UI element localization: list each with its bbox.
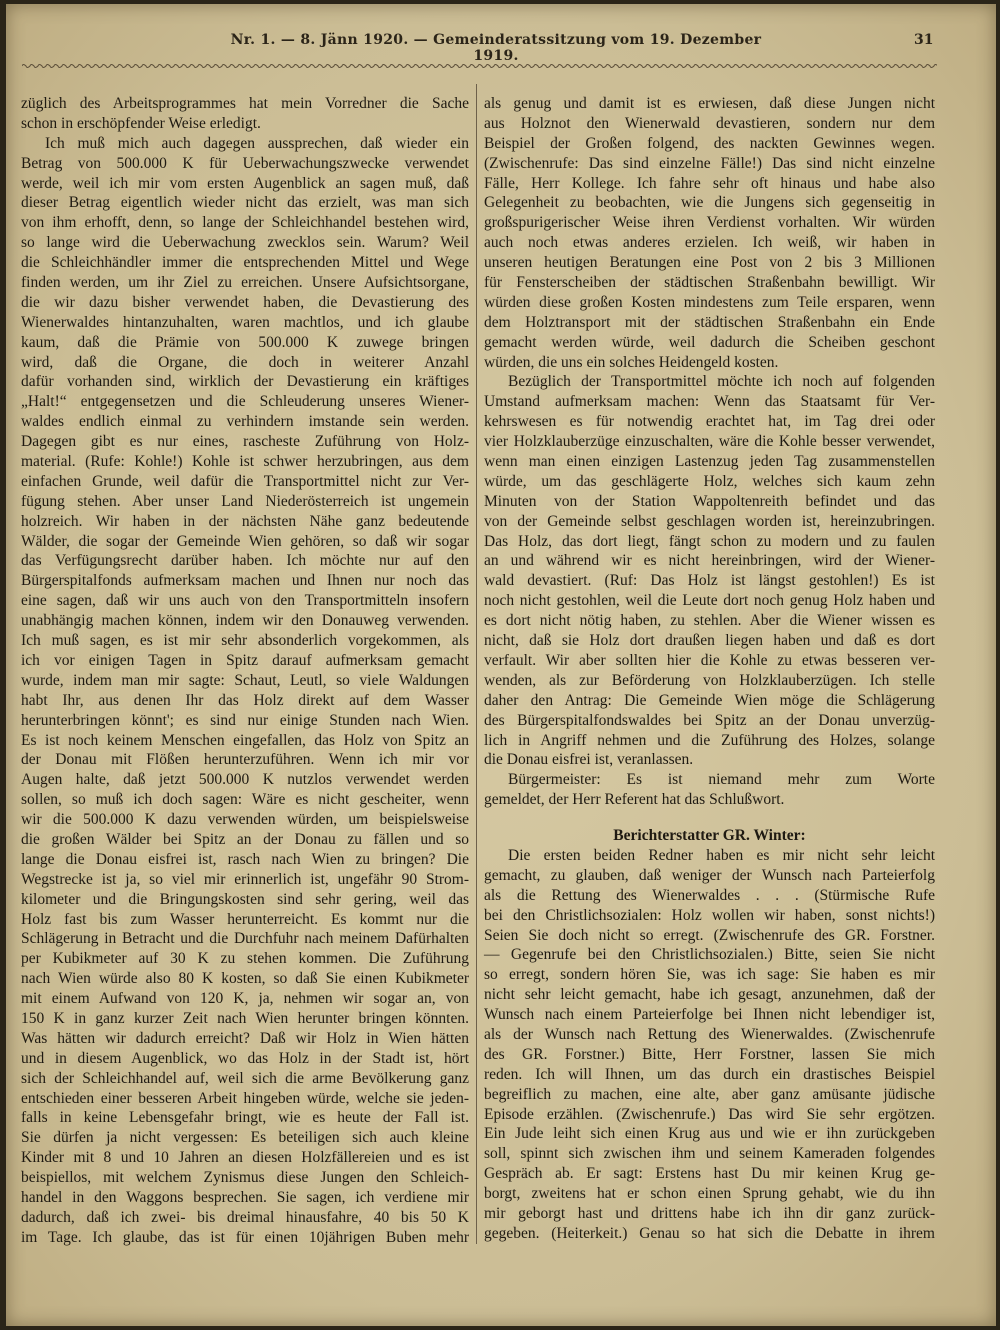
text-line: dadurch, daß ich zwei- bis dreimal hinausfahre, 40 bis 50 K	[21, 1208, 469, 1226]
text-line: daher den Antrag: Die Gemeinde Wien möge die Schlägerung	[484, 691, 935, 709]
text-line: Gelegenheit zu beobachten, wie die Jungens sich gegenseitig in	[484, 194, 935, 212]
text-line: herunterbringen könnt'; es sind nur einige Stunden nach Wien.	[21, 711, 469, 729]
text-line: gemacht werden würde, weil dadurch die Scheiben geschont	[484, 333, 935, 351]
text-line: handel in den Waggons besprechen. Sie sagen, ich verdiene mir	[21, 1188, 469, 1206]
text-line: Wienerwaldes hintanzuhalten, waren machtlos, und ich glaube	[21, 313, 469, 331]
text-line: die Schleichhändler immer die entsprechenden Mittel und Wege	[21, 254, 469, 272]
text-line: Holz fast bis zum Wasser herunterreicht. Es kommt nur die	[21, 910, 469, 928]
text-line: bei den Christlichsozialen: Holz wollen wir haben, sonst nichts!)	[484, 906, 935, 924]
text-line: sollen, so muß ich doch sagen: Wäre es nicht gescheiter, wenn	[21, 791, 469, 809]
text-line: Es ist noch keinem Menschen eingefallen, das Holz von Spitz an	[21, 731, 469, 749]
text-line: auch noch etwas anderes erzielen. Ich weiß, wir haben in	[484, 234, 935, 252]
column-divider	[476, 84, 477, 1244]
text-line: Umstand aufmerksam machen: Wenn das Staatsamt für Ver-	[484, 393, 935, 411]
text-line: wenden, als zur Beförderung von Holzklauberzügen. Ich stelle	[484, 671, 935, 689]
text-line: das Verfügungsrecht darüber haben. Ich möchte nur auf den	[21, 552, 469, 570]
text-line: kaum, daß die Prämie von 500.000 K zuwege bringen	[21, 333, 469, 351]
newspaper-page	[6, 4, 996, 1326]
text-line: die Donau eisfrei ist, veranlassen.	[484, 751, 694, 769]
text-line: entschieden einer besseren Arbeit hingeben würde, welche sie jeden-	[21, 1089, 469, 1107]
text-line: es dort nicht nötig haben, zu stehlen. Aber die Wiener wissen es	[484, 612, 935, 630]
text-line: Beispiel der Großen folgend, des nackten Gewinnes wegen.	[484, 134, 935, 152]
text-line: großspurigerischer Weise ihren Verdienst vorhalten. Wir würden	[484, 214, 935, 232]
text-line: an und während wir es nicht hereinbringen, wird der Wiener-	[484, 552, 935, 570]
text-line: Ich muß mich auch dagegen aussprechen, daß wieder ein	[45, 134, 469, 152]
text-line: nach Wien würde also 80 K kosten, so daß Sie einen Kubikmeter	[21, 970, 469, 988]
text-line: kilometer und die Bringungskosten sind sehr gering, weil das	[21, 890, 469, 908]
text-line: von ihm erhofft, denn, so lange der Schleichhandel bestehen wird,	[21, 214, 469, 232]
text-line: wald devastiert. (Ruf: Das Holz ist längst gestohlen!) Es ist	[484, 572, 935, 590]
text-line: die wir dazu bisher verwendet haben, die Devastierung des	[21, 293, 469, 311]
text-line: per Kubikmeter auf 30 K zu stehen kommen. Die Zuführung	[21, 950, 469, 968]
text-line: material. (Rufe: Kohle!) Kohle ist schwer herzubringen, aus dem	[21, 453, 469, 471]
text-line: die großen Wälder bei Spitz an der Donau zu fällen und so	[21, 830, 469, 848]
text-line: (Zwischenrufe: Das sind einzelne Fälle!) Das sind nicht einzelne	[484, 154, 935, 172]
text-line: und in diesem Augenblick, wo das Holz in der Stadt ist, hört	[21, 1049, 469, 1067]
left-column	[21, 94, 469, 1248]
text-line: wurde, indem man mir sagte: Schaut, Leutl, so viele Waldungen	[21, 671, 469, 689]
text-line: holzreich. Wir haben in der nächsten Nähe ganz bedeutende	[21, 512, 469, 530]
text-line: beispiellos, mit welchem Zynismus diese Jungen den Schleich-	[21, 1169, 469, 1187]
text-line: Sie dürfen ja nicht vergessen: Es beteiligen sich auch kleine	[21, 1129, 469, 1147]
text-line: der Donau mit Flößen herunterzuführen. Wenn ich mir vor	[21, 751, 469, 769]
wavy-rule	[22, 62, 937, 70]
page-number: 31	[914, 32, 934, 48]
text-line: reden. Ich will Ihnen, um das durch ein drastisches Beispiel	[484, 1065, 935, 1083]
text-line: Ich muß sagen, es ist mir sehr absonderlich vorgekommen, als	[21, 632, 469, 650]
text-line: fügung stehen. Aber unser Land Niederösterreich ist ungemein	[21, 492, 469, 510]
text-line: Bezüglich der Transportmittel möchte ich noch auf folgenden	[508, 373, 935, 391]
text-line: aus Holznot den Wienerwald devastieren, sondern nur dem	[484, 114, 935, 132]
text-line: dafür vorhanden sind, wirklich der Devastierung ein kräftiges	[21, 373, 469, 391]
text-line: sich der Schleichhandel auf, weil sich die arme Bevölkerung ganz	[21, 1069, 469, 1087]
text-line: Das Holz, das dort liegt, fängt schon zu modern und zu faulen	[484, 532, 935, 550]
text-line: Augen halte, daß jetzt 500.000 K nutzlos verwendet werden	[21, 771, 469, 789]
text-line: Wälder, die sogar der Gemeinde Wien gehören, so daß wir sogar	[21, 532, 469, 550]
text-line: Gespräch ab. Er sagt: Erstens hast Du mir keinen Krug ge-	[484, 1165, 935, 1183]
text-line: Wegstrecke ist ja, so viel mir erinnerlich ist, ungefähr 90 Strom-	[21, 870, 469, 888]
text-line: Fälle, Herr Kollege. Ich fahre sehr oft hinaus und habe also	[484, 174, 935, 192]
text-line: Was hätten wir dadurch erreicht? Daß wir Holz in Wien hätten	[21, 1029, 469, 1047]
right-column	[484, 94, 935, 1244]
text-line: für Fensterscheiben der städtischen Straßenbahn bewilligt. Wir	[484, 274, 935, 292]
text-line: Minuten von der Station Wappoltenreith befindet und das	[484, 492, 935, 510]
text-line: mit einem Aufwand von 120 K, ja, nehmen wir sogar an, von	[21, 990, 469, 1008]
text-line: falls in keine Lebensgefahr bringt, wie es heute der Fall ist.	[21, 1109, 469, 1127]
text-line: im Tage. Ich glaube, das ist für einen 10jährigen Buben mehr	[21, 1228, 469, 1246]
text-line: unabhängig machen können, indem wir den Donauweg verwenden.	[21, 612, 469, 630]
text-line: waldes endlich einmal zu verhindern imstande sein werden.	[21, 413, 469, 431]
text-line: nicht, daß sie Holz dort draußen liegen haben und daß es dort	[484, 632, 935, 650]
text-line: „Halt!“ entgegensetzen und die Schleuderung unseres Wiener-	[21, 393, 469, 411]
text-line: nicht sehr leicht gemacht, habe ich gesagt, anzunehmen, daß der	[484, 986, 935, 1004]
text-line: gegeben. (Heiterkeit.) Genau so hat sich die Debatte in ihrem	[484, 1224, 935, 1242]
text-line: — Gegenrufe bei den Christlichsozialen.) Bitte, seien Sie nicht	[484, 946, 935, 964]
text-line: als genug und damit ist es erwiesen, daß diese Jungen nicht	[484, 95, 935, 112]
text-line: als der Wunsch nach Rettung des Wienerwaldes. (Zwischenrufe	[484, 1025, 935, 1043]
header-title: Nr. 1. — 8. Jänn 1920. — Gemeinderatssitzung vom 19. Dezember 1919.	[230, 32, 762, 64]
text-line: von der Gemeinde selbst geschlagen worden ist, hereinzubringen.	[484, 512, 935, 530]
text-line: Wunsch nach einem Parteierfolge bei Ihnen nicht lebendiger ist,	[484, 1006, 935, 1024]
text-line: so erregt, sondern hören Sie, was ich sage: Sie haben es mir	[484, 966, 935, 984]
text-line: gemacht, zu glauben, daß weniger der Wunsch nach Parteierfolg	[484, 866, 935, 884]
text-line: des Bürgerspitalfondswaldes bei Spitz an der Donau unverzüg-	[484, 711, 935, 729]
text-line: noch nicht gestohlen, weil die Leute dort noch genug Holz haben und	[484, 592, 935, 610]
text-line: des GR. Forstner.) Bitte, Herr Forstner, lassen Sie mich	[484, 1045, 935, 1063]
text-line: finden werden, um ihr Ziel zu erreichen. Unsere Aufsichtsorgane,	[21, 274, 469, 292]
text-line: würden diese großen Kosten mindestens zum Teile ersparen, wenn	[484, 293, 935, 311]
text-line: soll, spinnt sich zwischen ihm und seinem Kameraden folgendes	[484, 1145, 935, 1163]
text-line: wenn man einen einzigen Lastenzug jeden Tag zusammenstellen	[484, 453, 935, 471]
text-line: einfachen Grunde, weil dafür die Transportmittel nicht zur Ver-	[21, 472, 469, 490]
text-line: borgt, zweitens hat er schon einen Sprung gehabt, wie du ihn	[484, 1185, 935, 1203]
text-line: dieser Betrag eigentlich wieder nicht das erzielt, was man sich	[21, 194, 469, 212]
page-header	[6, 32, 996, 64]
text-line: züglich des Arbeitsprogrammes hat mein Vorredner die Sache	[21, 95, 469, 112]
text-line: wird, daß die Organe, die doch in weiterer Anzahl	[21, 353, 469, 371]
text-line: Kinder mit 8 und 10 Jahren an diesen Holzfällereien und es ist	[21, 1149, 469, 1167]
text-line: kehrswesen es für notwendig erachtet hat, im Tag drei oder	[484, 413, 935, 431]
text-line: habt Ihr, aus denen Ihr das Holz direkt auf dem Wasser	[21, 691, 469, 709]
text-line: würde, um das geschlägerte Holz, welches sich kaum zehn	[484, 472, 935, 490]
text-line: Ein Jude leiht sich einen Krug aus und wie er ihn zurückgeben	[484, 1125, 935, 1143]
text-line: ich vor einigen Tagen in Spitz darauf aufmerksam gemacht	[21, 651, 469, 669]
text-line: wir die 500.000 K dazu verwenden würden, um beispielsweise	[21, 811, 469, 829]
text-line: Bürgermeister: Es ist niemand mehr zum Worte	[508, 771, 935, 789]
text-line: eine sagen, daß wir uns auch von den Transportmitteln insofern	[21, 592, 469, 610]
text-line: mir geborgt hast und drittens habe ich ihn dir ganz zurück-	[484, 1204, 935, 1222]
text-line: lich in Angriff nehmen und die Zuführung des Holzes, solange	[484, 731, 935, 749]
text-line: so lange wird die Ueberwachung zwecklos sein. Warum? Weil	[21, 234, 469, 252]
text-line: Bürgerspitalfonds aufmerksam machen und Ihnen nur noch das	[21, 572, 469, 590]
text-line: verfault. Wir aber sollten hier die Kohle zu etwas besseren ver-	[484, 651, 935, 669]
text-line: als die Rettung des Wienerwaldes . . . (Stürmische Rufe	[484, 886, 935, 904]
text-line: schon in erschöpfender Weise erledigt.	[21, 114, 261, 132]
text-line: gemeldet, der Herr Referent hat das Schlußwort.	[484, 791, 785, 809]
text-line: werde, weil ich mir vom ersten Augenblick an sagen muß, daß	[21, 174, 469, 192]
text-line: dem Holztransport mit der städtischen Straßenbahn ein Ende	[484, 313, 935, 331]
section-heading: Berichterstatter GR. Winter:	[613, 827, 806, 845]
text-line: Die ersten beiden Redner haben es mir nicht sehr leicht	[508, 846, 935, 864]
text-line: Episode erzählen. (Zwischenrufe.) Das wird Sie sehr ergötzen.	[484, 1105, 935, 1123]
text-line: würden, die uns ein solches Heidengeld kosten.	[484, 353, 779, 371]
text-line: Seien Sie doch nicht so erregt. (Zwischenrufe des GR. Forstner.	[484, 926, 935, 944]
text-line: Schlägerung in Betracht und die Durchfuhr nach meinem Dafürhalten	[21, 930, 469, 948]
text-line: Dagegen gibt es nur eines, rascheste Zuführung von Holz-	[21, 433, 469, 451]
text-line: begreiflich zu machen, eine alte, aber ganz amüsante jüdische	[484, 1085, 935, 1103]
text-line: lange die Donau eisfrei ist, rasch nach Wien zu bringen? Die	[21, 850, 469, 868]
text-line: unseren heutigen Beratungen eine Post von 2 bis 3 Millionen	[484, 254, 935, 272]
text-line: 150 K in ganz kurzer Zeit nach Wien herunter bringen könnten.	[21, 1009, 469, 1027]
text-line: vier Holzklauberzüge einzuschalten, wäre die Kohle besser verwendet,	[484, 433, 935, 451]
text-line: Betrag von 500.000 K für Ueberwachungszwecke verwendet	[21, 154, 469, 172]
